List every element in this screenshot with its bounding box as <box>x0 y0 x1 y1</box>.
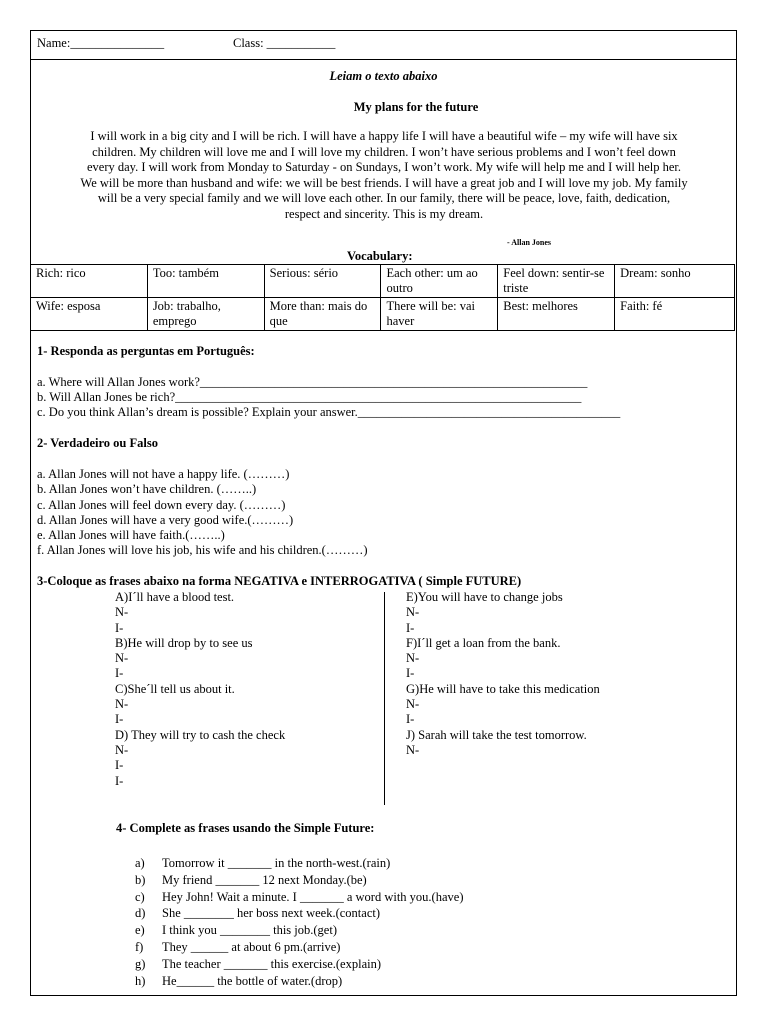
list-item[interactable]: I- <box>406 712 415 727</box>
list-item[interactable] <box>135 973 463 990</box>
list-item[interactable]: I- <box>115 773 124 788</box>
true-false-item[interactable]: e. Allan Jones will have faith.(……..) <box>37 528 225 542</box>
name-field[interactable]: Name:_______________ <box>37 36 165 50</box>
list-item: E)You will have to change jobs <box>406 590 563 604</box>
section1-title: 1- Responda as perguntas em Português: <box>37 344 255 358</box>
story-line: respect and sincerity. This is my dream. <box>284 206 484 221</box>
item-text: I think you ________ this job.(get) <box>162 923 337 938</box>
item-letter: c) <box>135 889 145 904</box>
list-item: C)She´ll tell us about it. <box>115 681 235 696</box>
column-divider <box>384 592 385 805</box>
true-false-item[interactable]: b. Allan Jones won’t have children. (……..) <box>37 482 257 496</box>
list-item: A)I´ll have a blood test. <box>115 590 235 604</box>
list-item[interactable]: N- <box>406 605 420 620</box>
header-divider <box>30 59 737 60</box>
item-letter: e) <box>135 923 145 938</box>
vocab-cell: More than: mais do que <box>264 298 381 331</box>
true-false-item[interactable]: a. Allan Jones will not have a happy life. (………) <box>37 467 290 481</box>
vocab-cell: Best: melhores <box>498 298 615 331</box>
item-letter: f) <box>135 939 144 954</box>
list-item[interactable]: N- <box>115 697 129 712</box>
vocab-cell: Rich: rico <box>31 265 148 298</box>
item-text: Tomorrow it _______ in the north-west.(rain) <box>162 856 391 870</box>
vocab-cell: Job: trabalho, emprego <box>147 298 264 331</box>
item-letter: a) <box>135 856 145 870</box>
question-item[interactable]: c. Do you think Allan’s dream is possible? Explain your answer.__________________________________________ <box>37 405 621 419</box>
list-item[interactable]: I- <box>115 666 124 681</box>
vocab-cell: Serious: sério <box>264 265 381 298</box>
section2-title: 2- Verdadeiro ou Falso <box>37 436 158 450</box>
section4-title: 4- Complete as frases usando the Simple Future: <box>116 821 375 835</box>
vocab-cell: Each other: um ao outro <box>381 265 498 298</box>
item-letter: g) <box>135 956 146 971</box>
list-item: J) Sarah will take the test tomorrow. <box>406 727 587 742</box>
story-line: will be a very special family and we will love each other. In our family, there will be peace, love, faith, dedication, <box>97 191 671 205</box>
item-text: The teacher _______ this exercise.(explain) <box>162 956 382 971</box>
section3-right-column <box>406 590 600 758</box>
question-item[interactable]: a. Where will Allan Jones work?______________________________________________________________ <box>37 375 588 389</box>
item-text: They ______ at about 6 pm.(arrive) <box>162 939 341 954</box>
item-letter: d) <box>135 906 146 921</box>
table-row <box>31 298 735 331</box>
list-item[interactable] <box>135 939 463 956</box>
item-letter: b) <box>135 872 146 887</box>
true-false-item[interactable]: d. Allan Jones will have a very good wife.(………) <box>37 513 294 527</box>
list-item[interactable]: N- <box>406 742 420 757</box>
list-item[interactable]: N- <box>115 742 129 757</box>
story-text <box>36 129 732 222</box>
list-item[interactable]: I- <box>115 712 124 727</box>
vocab-cell: Dream: sonho <box>615 265 735 298</box>
list-item[interactable] <box>135 855 463 872</box>
list-item[interactable]: I- <box>406 666 415 681</box>
table-row <box>31 265 735 298</box>
list-item[interactable] <box>135 872 463 889</box>
vocab-cell: Too: também <box>147 265 264 298</box>
vocab-cell: There will be: vai haver <box>381 298 498 331</box>
story-line: children. My children will love me and I will love my children. I won’t have serious problems and I won’t feel down <box>92 144 676 159</box>
item-text: She ________ her boss next week.(contact) <box>162 906 380 921</box>
list-item[interactable]: I- <box>115 758 124 773</box>
vocabulary-title: Vocabulary: <box>347 249 413 263</box>
true-false-item[interactable]: c. Allan Jones will feel down every day. (………) <box>37 498 286 512</box>
section4-list <box>135 855 463 989</box>
true-false-item[interactable]: f. Allan Jones will love his job, his wife and his children.(………) <box>37 543 368 557</box>
vocabulary-table <box>30 264 735 331</box>
story-line: We will be more than husband and wife: we will be best friends. I will have a great job and I will love my job. My family <box>80 175 688 190</box>
list-item[interactable]: N- <box>115 651 129 666</box>
author: - Allan Jones <box>507 238 552 247</box>
vocab-cell: Feel down: sentir-se triste <box>498 265 615 298</box>
list-item[interactable]: N- <box>115 605 129 620</box>
list-item[interactable] <box>135 889 463 906</box>
list-item[interactable]: I- <box>406 620 415 635</box>
list-item: B)He will drop by to see us <box>115 635 253 650</box>
item-text: My friend _______ 12 next Monday.(be) <box>162 872 367 887</box>
list-item: F)I´ll get a loan from the bank. <box>406 635 561 650</box>
list-item[interactable]: N- <box>406 697 420 712</box>
item-text: He______ the bottle of water.(drop) <box>162 973 343 988</box>
list-item: G)He will have to take this medication <box>406 681 600 696</box>
list-item[interactable] <box>135 922 463 939</box>
section3-title: 3-Coloque as frases abaixo na forma NEGATIVA e INTERROGATIVA ( Simple FUTURE) <box>37 574 522 588</box>
page-title: My plans for the future <box>353 100 479 114</box>
question-item[interactable]: b. Will Allan Jones be rich?_________________________________________________________________ <box>37 390 582 404</box>
list-item[interactable] <box>135 905 463 922</box>
item-text: Hey John! Wait a minute. I _______ a word with you.(have) <box>162 889 464 904</box>
class-field[interactable]: Class: ___________ <box>233 36 336 50</box>
item-letter: h) <box>135 973 146 988</box>
vocab-cell: Faith: fé <box>615 298 735 331</box>
list-item[interactable]: I- <box>115 620 124 635</box>
list-item: D) They will try to cash the check <box>115 727 286 742</box>
vocab-cell: Wife: esposa <box>31 298 148 331</box>
instruction: Leiam o texto abaixo <box>329 69 438 83</box>
list-item[interactable]: N- <box>406 651 420 666</box>
story-line: every day. I will work from Monday to Saturday - on Sundays, I won’t work. My wife will help me and I will help her. <box>87 160 681 174</box>
list-item[interactable] <box>135 956 463 973</box>
section3-left-column <box>115 590 285 789</box>
story-line: I will work in a big city and I will be rich. I will have a happy life I will have a beautiful wife – my wife will have six <box>90 129 678 143</box>
